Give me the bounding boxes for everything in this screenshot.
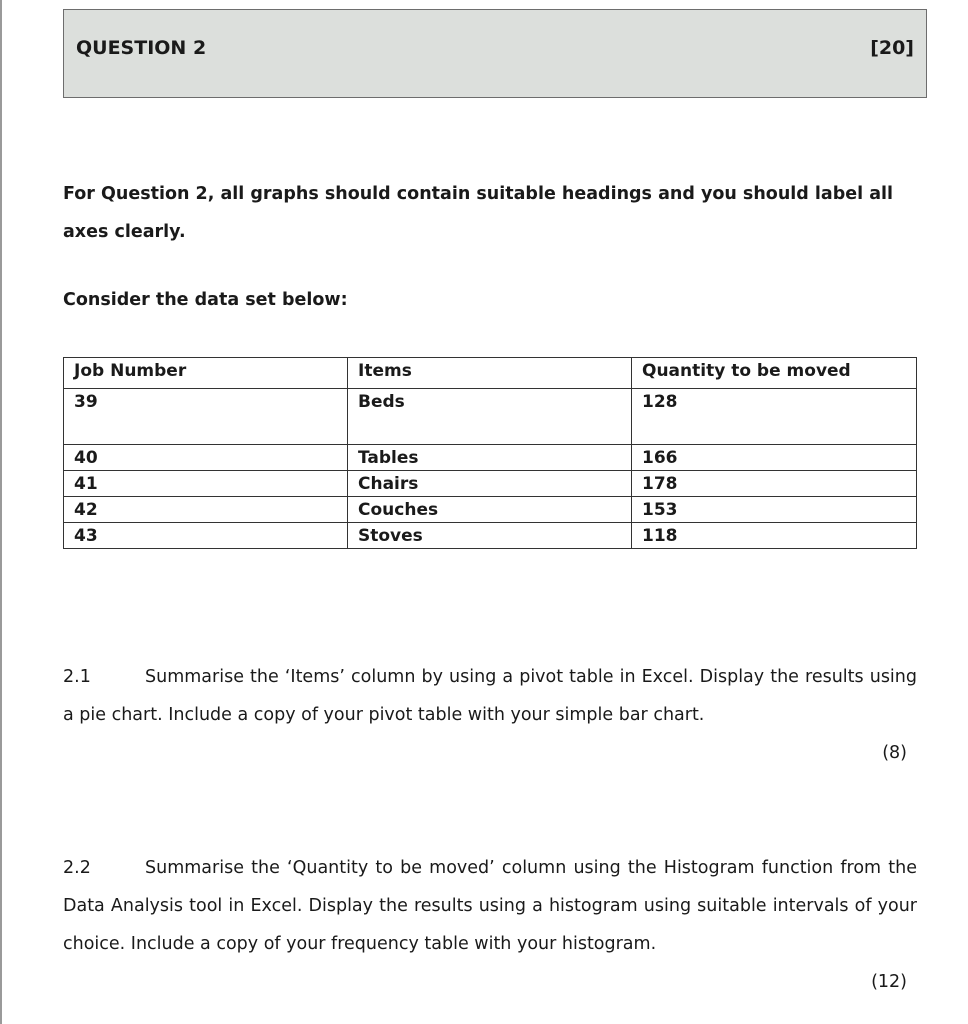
cell-quantity: 178 [632, 471, 917, 497]
cell-quantity: 153 [632, 497, 917, 523]
cell-item: Couches [348, 497, 632, 523]
question-total-marks: [20] [870, 37, 914, 59]
cell-item: Beds [348, 389, 632, 445]
question-title: QUESTION 2 [76, 37, 207, 59]
consider-label: Consider the data set below: [63, 290, 348, 310]
instruction-text: For Question 2, all graphs should contain suitable headings and you should label all axes clearly. [63, 184, 894, 242]
cell-job-number: 43 [64, 523, 348, 549]
header-job-number: Job Number [64, 358, 348, 389]
header-items: Items [348, 358, 632, 389]
table-row [64, 497, 917, 523]
question-2-2-number: 2.2 [63, 858, 91, 878]
cell-item: Stoves [348, 523, 632, 549]
question-2-1-marks: (8) [882, 743, 907, 763]
data-table [63, 357, 917, 549]
question-2-2-marks: (12) [871, 972, 907, 992]
question-2-1-body [63, 658, 917, 734]
question-header [63, 9, 927, 98]
question-2-1-number: 2.1 [63, 667, 91, 687]
cell-job-number: 40 [64, 445, 348, 471]
question-2-2-text: Summarise the ‘Quantity to be moved’ column using the Histogram function from the Data Analysis tool in Excel. Display the results using a histogram using suitable intervals of your choice. Include a copy of your frequency table with your histogram. [63, 858, 917, 954]
cell-item: Tables [348, 445, 632, 471]
cell-job-number: 42 [64, 497, 348, 523]
table-header-row [64, 358, 917, 389]
cell-job-number: 39 [64, 389, 348, 445]
question-2-1 [63, 658, 917, 772]
question-2-2 [63, 849, 917, 1001]
cell-quantity: 128 [632, 389, 917, 445]
question-2-1-text: Summarise the ‘Items’ column by using a pivot table in Excel. Display the results using a pie chart. Include a copy of your pivot table with your simple bar chart. [63, 667, 917, 725]
table-row [64, 471, 917, 497]
header-quantity: Quantity to be moved [632, 358, 917, 389]
table-row [64, 389, 917, 445]
cell-quantity: 166 [632, 445, 917, 471]
cell-item: Chairs [348, 471, 632, 497]
page-left-edge [0, 0, 2, 1024]
table-row [64, 523, 917, 549]
cell-job-number: 41 [64, 471, 348, 497]
question-2-2-body [63, 849, 917, 963]
table-row [64, 445, 917, 471]
cell-quantity: 118 [632, 523, 917, 549]
